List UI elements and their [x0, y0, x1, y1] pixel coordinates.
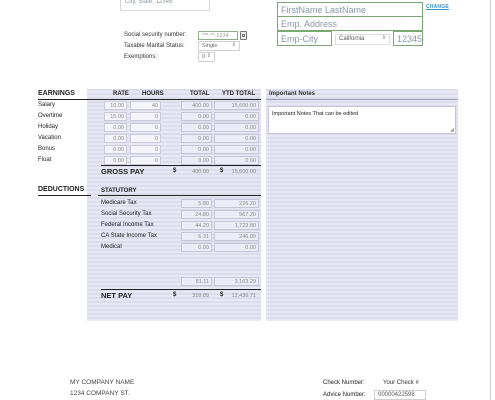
deductions-rule-left: [38, 195, 91, 196]
check-number-value[interactable]: Your Check #: [383, 380, 419, 386]
deduction-label: Medical: [101, 244, 122, 250]
ytd-input[interactable]: 0.00: [214, 145, 259, 154]
total-value: 0.00: [181, 156, 212, 165]
employee-zip-value: 12345: [397, 34, 423, 44]
deduction-ytd-input[interactable]: 226.20: [214, 199, 259, 208]
deduction-ytd-input[interactable]: 967.20: [214, 210, 259, 219]
deduction-label: Social Security Tax: [101, 211, 152, 217]
earnings-label: Holiday: [38, 124, 59, 130]
marital-chevron-icon: ⇕: [231, 42, 236, 48]
earnings-label: Overtime: [38, 113, 63, 119]
net-total-value: 318.89: [192, 293, 209, 299]
ytd-input[interactable]: 0.00: [214, 156, 259, 165]
total-value: 400.00: [181, 101, 212, 110]
footer-company-name: MY COMPANY NAME: [70, 379, 135, 386]
ssn-label: Social security number:: [124, 32, 187, 38]
earnings-section-title: EARNINGS: [38, 90, 75, 97]
employee-zip-field[interactable]: [393, 31, 423, 46]
net-pay-label: NET PAY: [101, 291, 133, 300]
marital-status-value: Single: [202, 43, 218, 49]
earnings-label: Float: [38, 157, 52, 163]
notes-header: Important Notes: [269, 91, 316, 97]
total-value: 0.00: [181, 145, 212, 154]
hours-input[interactable]: 40: [130, 101, 161, 110]
deduction-ytd-input[interactable]: 246.09: [214, 232, 259, 241]
deduction-total: 5.80: [181, 199, 212, 208]
company-city-state-zip-text: City, State, 12345: [125, 0, 173, 5]
employee-name-placeholder: FirstName LastName: [281, 5, 367, 15]
ssn-input[interactable]: [198, 31, 238, 40]
rate-input[interactable]: 10.00: [104, 101, 127, 110]
earnings-label: Bonus: [38, 146, 56, 152]
statutory-label: STATUTORY: [101, 188, 137, 194]
hours-input[interactable]: 0: [130, 134, 161, 143]
rate-input[interactable]: 0.00: [104, 145, 127, 154]
rate-input[interactable]: 0.00: [104, 156, 127, 165]
notes-header-rule: [266, 99, 458, 100]
advice-number-label: Advice Number:: [323, 392, 366, 398]
hours-input[interactable]: 0: [130, 123, 161, 132]
exemptions-chevron-icon: ⇕: [206, 53, 211, 59]
notes-textarea[interactable]: [268, 106, 456, 134]
hours-input[interactable]: 0: [130, 156, 161, 165]
company-city-state-zip-field[interactable]: [120, 0, 210, 11]
deductions-section-title: DEDUCTIONS: [38, 186, 85, 193]
exemptions-value: 0: [202, 54, 206, 60]
deductions-rule-right: [98, 195, 261, 196]
resize-handle-icon[interactable]: ◢: [450, 127, 454, 133]
rate-input[interactable]: 15.00: [104, 112, 127, 121]
state-chevron-icon: ⇕: [381, 35, 386, 41]
ssn-value: ***-**-1234: [202, 33, 229, 39]
page-edge: [490, 0, 491, 400]
advice-number-value: 00000422598: [378, 392, 415, 398]
deduction-ytd-input[interactable]: 0.00: [214, 243, 259, 252]
marital-status-select[interactable]: [198, 41, 240, 51]
deduction-label: Medicare Tax: [101, 200, 137, 206]
marital-status-label: Taxable Marital Status:: [124, 43, 185, 49]
employee-city-field[interactable]: [277, 31, 332, 46]
deduction-total: 44.20: [181, 221, 212, 230]
net-total-currency: $: [173, 292, 177, 298]
change-link[interactable]: CHANGE: [426, 4, 449, 10]
ytd-input[interactable]: 15,600.00: [214, 101, 259, 110]
deduction-ytd-input[interactable]: 1,723.80: [214, 221, 259, 230]
ytd-input[interactable]: 0.00: [214, 134, 259, 143]
deduction-label: CA State Income Tax: [101, 233, 157, 239]
ssn-toggle-icon[interactable]: [240, 31, 247, 40]
gross-pay-label: GROSS PAY: [101, 167, 145, 176]
notes-text: Important Notes That can be edited: [272, 111, 359, 117]
total-value: 0.00: [181, 123, 212, 132]
ytd-input[interactable]: 0.00: [214, 112, 259, 121]
earnings-label: Vacation: [38, 135, 61, 141]
col-hours-header: HOURS: [142, 91, 164, 97]
employee-address-placeholder: Emp. Address: [281, 19, 338, 29]
deductions-sum-ytd: 3,163.29: [214, 277, 259, 286]
employee-address-field[interactable]: [277, 16, 423, 31]
ytd-input[interactable]: 0.00: [214, 123, 259, 132]
gross-pay-rule: [101, 165, 261, 166]
exemptions-select[interactable]: [198, 52, 215, 62]
earnings-label: Salary: [38, 102, 56, 108]
gross-total-value: 400.00: [192, 169, 209, 175]
hours-input[interactable]: 0: [130, 112, 161, 121]
col-total-header: TOTAL: [190, 91, 210, 97]
col-ytd-header: YTD TOTAL: [222, 91, 256, 97]
deduction-total: 24.80: [181, 210, 212, 219]
employee-name-field[interactable]: [277, 2, 423, 17]
employee-city-placeholder: Emp-City: [281, 34, 319, 44]
net-ytd-value: 12,436.71: [231, 293, 256, 299]
gross-ytd-value: 15,600.00: [231, 169, 256, 175]
deductions-sum-total: 81.11: [181, 277, 212, 286]
advice-number-input[interactable]: [374, 390, 426, 400]
hours-input[interactable]: 0: [130, 145, 161, 154]
employee-state-value: California: [339, 36, 365, 42]
check-number-label: Check Number:: [323, 380, 365, 386]
total-value: 0.00: [181, 134, 212, 143]
deduction-label: Federal Income Tax: [101, 222, 154, 228]
exemptions-label: Exemptions:: [124, 54, 158, 60]
gross-total-currency: $: [173, 168, 177, 174]
col-rate-header: RATE: [113, 91, 129, 97]
total-value: 0.00: [181, 112, 212, 121]
rate-input[interactable]: 0.00: [104, 123, 127, 132]
deduction-total-input[interactable]: 0.00: [181, 243, 212, 252]
employee-state-select[interactable]: [335, 34, 390, 45]
earnings-header-rule: [38, 99, 261, 100]
footer-company-street: 1234 COMPANY ST.: [70, 390, 130, 397]
rate-input[interactable]: 0.00: [104, 134, 127, 143]
net-pay-rule: [101, 289, 261, 290]
gross-ytd-currency: $: [220, 168, 224, 174]
deduction-total: 6.31: [181, 232, 212, 241]
net-ytd-currency: $: [220, 292, 224, 298]
